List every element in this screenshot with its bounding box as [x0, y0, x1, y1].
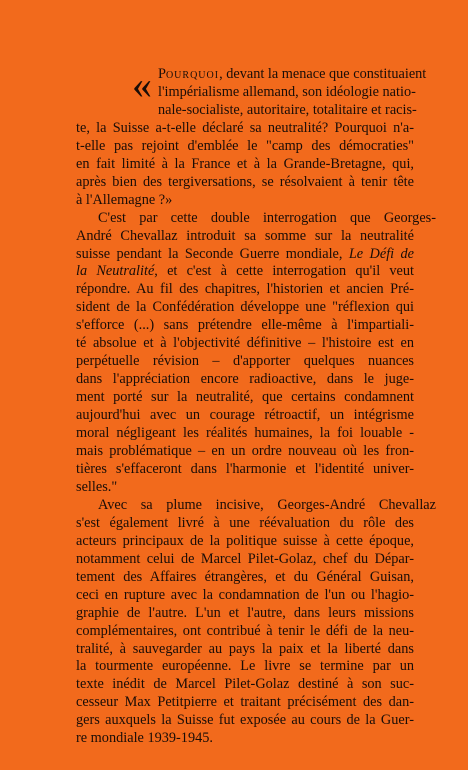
text-line: s'est également livré à une réévaluation du rôle des — [76, 514, 414, 531]
text-line: mais problématique – en un ordre nouveau où les fron- — [76, 443, 414, 460]
book-title-part: Le Défi de — [348, 245, 415, 262]
text-fragment: suisse pendant la Seconde Guerre mondiale, — [76, 245, 343, 262]
book-title-part: la Neutralité — [76, 263, 155, 280]
smallcaps-word: ourquoi — [165, 66, 220, 82]
text-line — [76, 263, 414, 281]
text-line: acteurs principaux de la politique suisse à cette époque, — [76, 532, 414, 549]
text-fragment: , devant la menace que constituaient — [219, 66, 427, 82]
text-line: moral négligeant les réalités humaines, la foi louable - — [76, 425, 414, 442]
text-line: nale-socialiste, autoritaire, totalitaire et racis- — [158, 101, 417, 118]
text-line — [134, 66, 427, 84]
text-line: répondre. Au fil des chapitres, l'historien et ancien Pré- — [76, 281, 414, 298]
text-line: C'est par cette double interrogation que Georges- — [98, 209, 436, 226]
text-line: s'efforce (...) sans prétendre elle-même à l'impartiali- — [76, 317, 414, 334]
blurb-text — [76, 62, 436, 748]
text-line: té absolue et à l'objectivité définitive – l'histoire est en — [76, 335, 414, 352]
text-line: l'impérialisme allemand, son idéologie natio- — [158, 83, 416, 100]
text-line: complémentaires, ont contribué à tenir le défi de la neu- — [76, 622, 414, 639]
text-line: en fait limité à la France et à la Grande-Bretagne, qui, — [76, 155, 414, 172]
text-fragment: , et c'est à cette interrogation qu'il veut — [154, 263, 414, 280]
text-line: Avec sa plume incisive, Georges-André Chevallaz — [98, 496, 436, 513]
text-line: ceci en rupture avec la condamnation de l'un ou l'hagio- — [76, 586, 414, 603]
text-line: tralité, à sauvegarder au pays la paix et la liberté dans — [76, 640, 414, 657]
opening-quote-mark: « — [132, 62, 146, 107]
text-line: sident de la Confédération développe une "réflexion qui — [76, 299, 414, 316]
text-line: texte inédit de Marcel Pilet-Golaz destiné à son suc- — [76, 676, 414, 693]
text-line — [76, 246, 414, 264]
text-line: après bien des tergiversations, se résolvaient à tenir tête — [76, 173, 414, 190]
text-line: notamment celui de Marcel Pilet-Golaz, chef du Dépar- — [76, 550, 414, 567]
text-line: cesseur Max Petitpierre et traitant précisément des dan- — [76, 694, 414, 711]
text-line: tières s'effaceront dans l'harmonie et l'identité univer- — [76, 460, 414, 477]
text-line: ment porté sur la neutralité, que certains condamnent — [76, 389, 414, 406]
text-line: André Chevallaz introduit sa somme sur la neutralité — [76, 227, 414, 244]
paragraph-2 — [76, 209, 436, 497]
text-line: gers auxquels la Suisse fut exposée au cours de la Guer- — [76, 712, 414, 729]
text-line: dans l'appréciation encore radioactive, dans le juge- — [76, 371, 414, 388]
text-line: t-elle pas rejoint d'emblée le "camp des démocraties" — [76, 137, 414, 154]
text-line: perpétuelle révision – d'apporter quelques nuances — [76, 353, 414, 370]
drop-letter: P — [158, 66, 166, 82]
text-line: tement des Affaires étrangères, et du Général Guisan, — [76, 568, 414, 585]
text-line: selles." — [76, 478, 118, 495]
paragraph-3 — [76, 496, 436, 748]
text-line: la tourmente européenne. Le livre se termine par un — [76, 658, 414, 675]
paragraph-1 — [76, 62, 427, 210]
text-line: te, la Suisse a-t-elle déclaré sa neutralité? Pourquoi n'a- — [76, 119, 414, 136]
text-line: aujourd'hui avec un courage rétroactif, un intégrisme — [76, 407, 414, 424]
text-line: graphie de l'autre. L'un et l'autre, dans leurs missions — [76, 604, 414, 621]
text-line: à l'Allemagne ?» — [76, 191, 173, 208]
text-line: re mondiale 1939-1945. — [76, 730, 213, 747]
